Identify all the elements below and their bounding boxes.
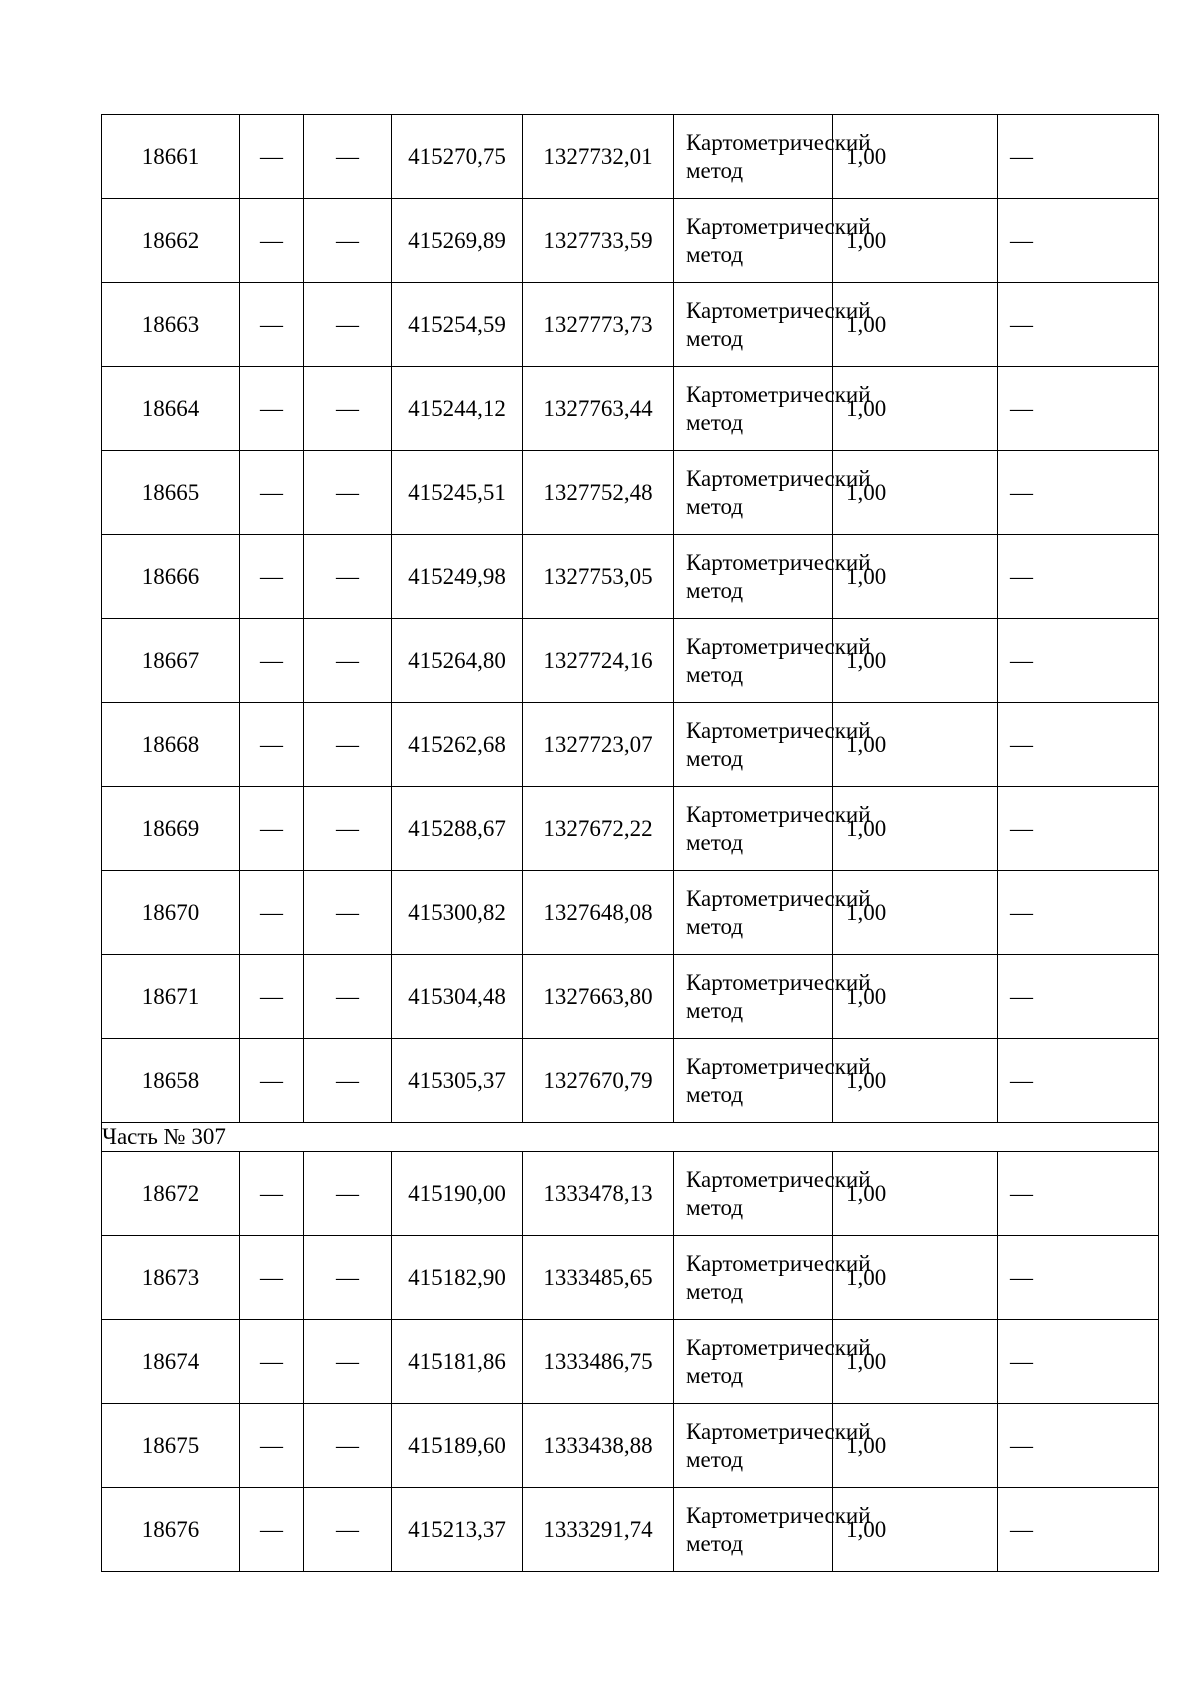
accuracy-cell: 1,00 <box>833 1404 998 1488</box>
accuracy-cell: 1,00 <box>833 787 998 871</box>
table-row <box>102 619 1159 703</box>
dash-cell-b: — <box>304 451 392 535</box>
method-cell: Картометрический метод <box>674 115 833 199</box>
method-cell: Картометрический метод <box>674 619 833 703</box>
dash-cell-b: — <box>304 1039 392 1123</box>
y-coordinate-cell: 1327773,73 <box>523 283 674 367</box>
method-cell: Картометрический метод <box>674 199 833 283</box>
dash-cell-b: — <box>304 1152 392 1236</box>
point-number-cell: 18658 <box>102 1039 240 1123</box>
coordinates-table <box>101 114 1159 1572</box>
y-coordinate-cell: 1327663,80 <box>523 955 674 1039</box>
dash-cell-a: — <box>240 1320 304 1404</box>
dash-cell-c: — <box>998 787 1159 871</box>
dash-cell-c: — <box>998 115 1159 199</box>
dash-cell-a: — <box>240 199 304 283</box>
method-cell: Картометрический метод <box>674 535 833 619</box>
dash-cell-a: — <box>240 283 304 367</box>
y-coordinate-cell: 1333478,13 <box>523 1152 674 1236</box>
dash-cell-c: — <box>998 1320 1159 1404</box>
table-body <box>102 115 1159 1572</box>
y-coordinate-cell: 1333485,65 <box>523 1236 674 1320</box>
dash-cell-b: — <box>304 199 392 283</box>
x-coordinate-cell: 415262,68 <box>392 703 523 787</box>
method-cell: Картометрический метод <box>674 1404 833 1488</box>
table-row <box>102 535 1159 619</box>
x-coordinate-cell: 415264,80 <box>392 619 523 703</box>
y-coordinate-cell: 1333438,88 <box>523 1404 674 1488</box>
dash-cell-c: — <box>998 1488 1159 1572</box>
dash-cell-a: — <box>240 871 304 955</box>
dash-cell-b: — <box>304 1404 392 1488</box>
table-row <box>102 955 1159 1039</box>
accuracy-cell: 1,00 <box>833 1039 998 1123</box>
table-row <box>102 1152 1159 1236</box>
dash-cell-c: — <box>998 367 1159 451</box>
dash-cell-a: — <box>240 787 304 871</box>
method-cell: Картометрический метод <box>674 955 833 1039</box>
x-coordinate-cell: 415244,12 <box>392 367 523 451</box>
accuracy-cell: 1,00 <box>833 199 998 283</box>
method-cell: Картометрический метод <box>674 283 833 367</box>
y-coordinate-cell: 1327733,59 <box>523 199 674 283</box>
accuracy-cell: 1,00 <box>833 955 998 1039</box>
y-coordinate-cell: 1327724,16 <box>523 619 674 703</box>
dash-cell-b: — <box>304 115 392 199</box>
point-number-cell: 18673 <box>102 1236 240 1320</box>
dash-cell-b: — <box>304 1320 392 1404</box>
dash-cell-c: — <box>998 1152 1159 1236</box>
table-row <box>102 367 1159 451</box>
x-coordinate-cell: 415245,51 <box>392 451 523 535</box>
point-number-cell: 18675 <box>102 1404 240 1488</box>
method-cell: Картометрический метод <box>674 367 833 451</box>
accuracy-cell: 1,00 <box>833 283 998 367</box>
point-number-cell: 18665 <box>102 451 240 535</box>
table-row <box>102 1404 1159 1488</box>
dash-cell-c: — <box>998 619 1159 703</box>
point-number-cell: 18662 <box>102 199 240 283</box>
point-number-cell: 18668 <box>102 703 240 787</box>
accuracy-cell: 1,00 <box>833 367 998 451</box>
method-cell: Картометрический метод <box>674 451 833 535</box>
accuracy-cell: 1,00 <box>833 115 998 199</box>
table-row <box>102 703 1159 787</box>
table-row <box>102 1039 1159 1123</box>
table-row <box>102 787 1159 871</box>
x-coordinate-cell: 415181,86 <box>392 1320 523 1404</box>
dash-cell-a: — <box>240 1488 304 1572</box>
dash-cell-a: — <box>240 703 304 787</box>
dash-cell-c: — <box>998 871 1159 955</box>
accuracy-cell: 1,00 <box>833 1152 998 1236</box>
x-coordinate-cell: 415270,75 <box>392 115 523 199</box>
accuracy-cell: 1,00 <box>833 1236 998 1320</box>
y-coordinate-cell: 1327752,48 <box>523 451 674 535</box>
dash-cell-b: — <box>304 955 392 1039</box>
table-row <box>102 871 1159 955</box>
method-cell: Картометрический метод <box>674 1152 833 1236</box>
dash-cell-b: — <box>304 367 392 451</box>
dash-cell-a: — <box>240 619 304 703</box>
table-row <box>102 199 1159 283</box>
y-coordinate-cell: 1333291,74 <box>523 1488 674 1572</box>
dash-cell-b: — <box>304 283 392 367</box>
dash-cell-a: — <box>240 367 304 451</box>
dash-cell-c: — <box>998 1039 1159 1123</box>
dash-cell-c: — <box>998 199 1159 283</box>
x-coordinate-cell: 415305,37 <box>392 1039 523 1123</box>
dash-cell-b: — <box>304 871 392 955</box>
y-coordinate-cell: 1333486,75 <box>523 1320 674 1404</box>
point-number-cell: 18661 <box>102 115 240 199</box>
point-number-cell: 18667 <box>102 619 240 703</box>
section-header-row <box>102 1123 1159 1152</box>
x-coordinate-cell: 415254,59 <box>392 283 523 367</box>
dash-cell-c: — <box>998 283 1159 367</box>
x-coordinate-cell: 415213,37 <box>392 1488 523 1572</box>
method-cell: Картометрический метод <box>674 1320 833 1404</box>
y-coordinate-cell: 1327648,08 <box>523 871 674 955</box>
method-cell: Картометрический метод <box>674 1236 833 1320</box>
dash-cell-a: — <box>240 451 304 535</box>
accuracy-cell: 1,00 <box>833 451 998 535</box>
method-cell: Картометрический метод <box>674 871 833 955</box>
accuracy-cell: 1,00 <box>833 871 998 955</box>
dash-cell-c: — <box>998 451 1159 535</box>
dash-cell-a: — <box>240 1152 304 1236</box>
method-cell: Картометрический метод <box>674 1488 833 1572</box>
x-coordinate-cell: 415300,82 <box>392 871 523 955</box>
x-coordinate-cell: 415269,89 <box>392 199 523 283</box>
y-coordinate-cell: 1327763,44 <box>523 367 674 451</box>
point-number-cell: 18670 <box>102 871 240 955</box>
table-row <box>102 1488 1159 1572</box>
point-number-cell: 18663 <box>102 283 240 367</box>
method-cell: Картометрический метод <box>674 787 833 871</box>
y-coordinate-cell: 1327753,05 <box>523 535 674 619</box>
y-coordinate-cell: 1327672,22 <box>523 787 674 871</box>
x-coordinate-cell: 415304,48 <box>392 955 523 1039</box>
dash-cell-a: — <box>240 1236 304 1320</box>
dash-cell-c: — <box>998 955 1159 1039</box>
dash-cell-a: — <box>240 115 304 199</box>
y-coordinate-cell: 1327732,01 <box>523 115 674 199</box>
accuracy-cell: 1,00 <box>833 535 998 619</box>
dash-cell-c: — <box>998 703 1159 787</box>
point-number-cell: 18664 <box>102 367 240 451</box>
method-cell: Картометрический метод <box>674 703 833 787</box>
table-row <box>102 1236 1159 1320</box>
dash-cell-a: — <box>240 535 304 619</box>
dash-cell-c: — <box>998 1404 1159 1488</box>
point-number-cell: 18676 <box>102 1488 240 1572</box>
dash-cell-c: — <box>998 1236 1159 1320</box>
dash-cell-b: — <box>304 1488 392 1572</box>
dash-cell-b: — <box>304 703 392 787</box>
point-number-cell: 18669 <box>102 787 240 871</box>
x-coordinate-cell: 415190,00 <box>392 1152 523 1236</box>
accuracy-cell: 1,00 <box>833 1488 998 1572</box>
table-row <box>102 283 1159 367</box>
y-coordinate-cell: 1327670,79 <box>523 1039 674 1123</box>
dash-cell-c: — <box>998 535 1159 619</box>
dash-cell-b: — <box>304 535 392 619</box>
section-title: Часть № 307 <box>102 1123 1159 1152</box>
y-coordinate-cell: 1327723,07 <box>523 703 674 787</box>
point-number-cell: 18671 <box>102 955 240 1039</box>
table-row <box>102 115 1159 199</box>
table-row <box>102 1320 1159 1404</box>
x-coordinate-cell: 415288,67 <box>392 787 523 871</box>
point-number-cell: 18672 <box>102 1152 240 1236</box>
accuracy-cell: 1,00 <box>833 1320 998 1404</box>
dash-cell-a: — <box>240 1039 304 1123</box>
dash-cell-b: — <box>304 787 392 871</box>
dash-cell-b: — <box>304 619 392 703</box>
point-number-cell: 18666 <box>102 535 240 619</box>
point-number-cell: 18674 <box>102 1320 240 1404</box>
accuracy-cell: 1,00 <box>833 703 998 787</box>
method-cell: Картометрический метод <box>674 1039 833 1123</box>
dash-cell-b: — <box>304 1236 392 1320</box>
dash-cell-a: — <box>240 955 304 1039</box>
x-coordinate-cell: 415189,60 <box>392 1404 523 1488</box>
table-row <box>102 451 1159 535</box>
accuracy-cell: 1,00 <box>833 619 998 703</box>
dash-cell-a: — <box>240 1404 304 1488</box>
x-coordinate-cell: 415249,98 <box>392 535 523 619</box>
x-coordinate-cell: 415182,90 <box>392 1236 523 1320</box>
